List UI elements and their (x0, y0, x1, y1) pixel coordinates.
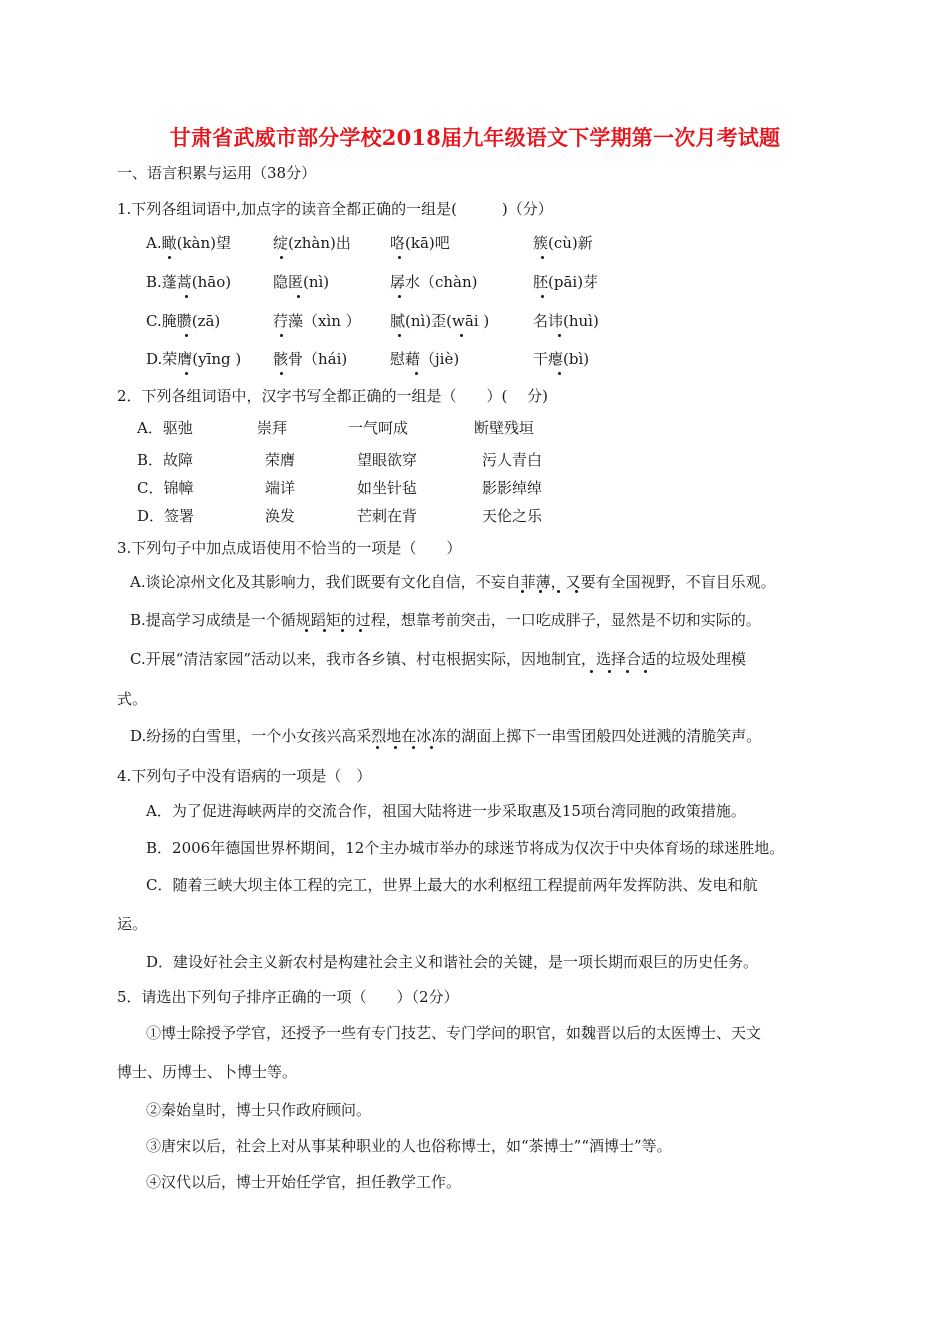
q1-d-2: 骸骨（hái) (273, 350, 348, 368)
q4-option-a: A．为了促进海峡两岸的交流合作，祖国大陆将进一步采取惠及15项台湾同胞的政策措施。 (146, 802, 746, 820)
q2-c-2: 端详 (265, 479, 296, 497)
section-heading: 一、语言积累与运用（38分） (117, 164, 317, 182)
q4-option-b: B．2006年德国世界杯期间，12个主办城市举办的球迷节将成为仅次于中央体育场的球迷胜地。 (146, 839, 785, 857)
q2-c-4: 影影绰绰 (482, 479, 543, 497)
q2-a-1: A．驱弛 (137, 419, 193, 437)
q2-d-2: 涣发 (265, 507, 296, 525)
question-1-stem: 1.下列各组词语中,加点字的读音全都正确的一组是( )（分） (117, 200, 553, 218)
q5-sentence-3: ③唐宋以后，社会上对从事某种职业的人也俗称博士，如“茶博士”“酒博士”等。 (146, 1137, 672, 1155)
q2-a-4: 断壁残垣 (474, 419, 535, 437)
q5-sentence-1: ①博士除授予学官，还授予一些有专门技艺、专门学问的职官，如魏晋以后的太医博士、天文 (146, 1024, 762, 1042)
q2-a-2: 崇拜 (257, 419, 288, 437)
q2-d-1: D．签署 (137, 507, 195, 525)
q1-d-1: D.荣膺(yīng ) (146, 350, 242, 368)
q1-a-2: 绽(zhàn)出 (273, 234, 351, 252)
question-4-stem: 4.下列句子中没有语病的一项是（ ） (117, 767, 372, 785)
q1-b-3: 孱水（chàn) (390, 273, 478, 291)
q3-option-a: A.谈论凉州文化及其影响力，我们既要有文化自信，不妄自菲薄，又要有全国视野，不盲目乐观。 (130, 573, 776, 591)
q5-sentence-4: ④汉代以后，博士开始任学官，担任教学工作。 (146, 1173, 462, 1191)
q1-a-1: A.瞰(kàn)望 (146, 234, 231, 252)
q3-option-c: C.开展“清洁家园”活动以来，我市各乡镇、村屯根据实际，因地制宜，选择合适的垃圾处理模 (130, 650, 747, 668)
q2-b-2: 荣膺 (265, 451, 296, 469)
page-title: 甘肃省武威市部分学校2018届九年级语文下学期第一次月考试题 (169, 125, 781, 150)
q2-a-3: 一气呵成 (348, 419, 409, 437)
q1-a-3: 咯(kā)吧 (390, 234, 450, 252)
q2-b-4: 污人青白 (482, 451, 543, 469)
question-3-stem: 3.下列句子中加点成语使用不恰当的一项是（ ） (117, 539, 462, 557)
q2-d-3: 芒刺在背 (357, 507, 418, 525)
q4-option-c: C．随着三峡大坝主体工程的完工，世界上最大的水利枢纽工程提前两年发挥防洪、发电和航 (146, 876, 758, 894)
q1-c-3: 腻(nì)歪(wāi ) (390, 312, 490, 330)
question-5-stem: 5．请选出下列句子排序正确的一项（ ）（2分） (117, 988, 459, 1006)
question-2-stem: 2．下列各组词语中，汉字书写全都正确的一组是（ ）( 分) (117, 387, 549, 405)
q2-b-1: B．故障 (137, 451, 194, 469)
q2-c-1: C．锦幛 (137, 479, 194, 497)
q1-b-2: 隐匿(nì) (273, 273, 330, 291)
q1-d-3: 慰藉（jiè) (390, 350, 460, 368)
q5-sentence-2: ②秦始皇时，博士只作政府顾问。 (146, 1101, 372, 1119)
q1-c-1: C.腌臜(zā) (146, 312, 221, 330)
q1-c-4: 名讳(huì) (533, 312, 599, 330)
q3-option-b: B.提高学习成绩是一个循规蹈矩的过程，想靠考前突击，一口吃成胖子，显然是不切和实际的。 (130, 611, 761, 629)
q2-b-3: 望眼欲穿 (357, 451, 418, 469)
q1-d-4: 干瘪(bì) (533, 350, 590, 368)
q4-option-c-cont: 运。 (117, 915, 148, 933)
q1-a-4: 簇(cù)新 (533, 234, 593, 252)
q1-c-2: 荇藻（xìn ） (273, 312, 361, 330)
q3-option-d: D.纷扬的白雪里，一个小女孩兴高采烈地在冰冻的湖面上掷下一串雪团般四处迸溅的清脆笑声。 (130, 727, 762, 745)
q1-b-4: 胚(pāi)芽 (533, 273, 599, 291)
q2-d-4: 天伦之乐 (482, 507, 543, 525)
q1-b-1: B.蓬蒿(hāo) (146, 273, 232, 291)
q2-c-3: 如坐针毡 (357, 479, 418, 497)
q5-sentence-1-cont: 博士、历博士、卜博士等。 (117, 1063, 298, 1081)
q3-option-c-cont: 式。 (117, 690, 148, 708)
q4-option-d: D．建设好社会主义新农村是构建社会主义和谐社会的关键，是一项长期而艰巨的历史任务。 (146, 953, 759, 971)
